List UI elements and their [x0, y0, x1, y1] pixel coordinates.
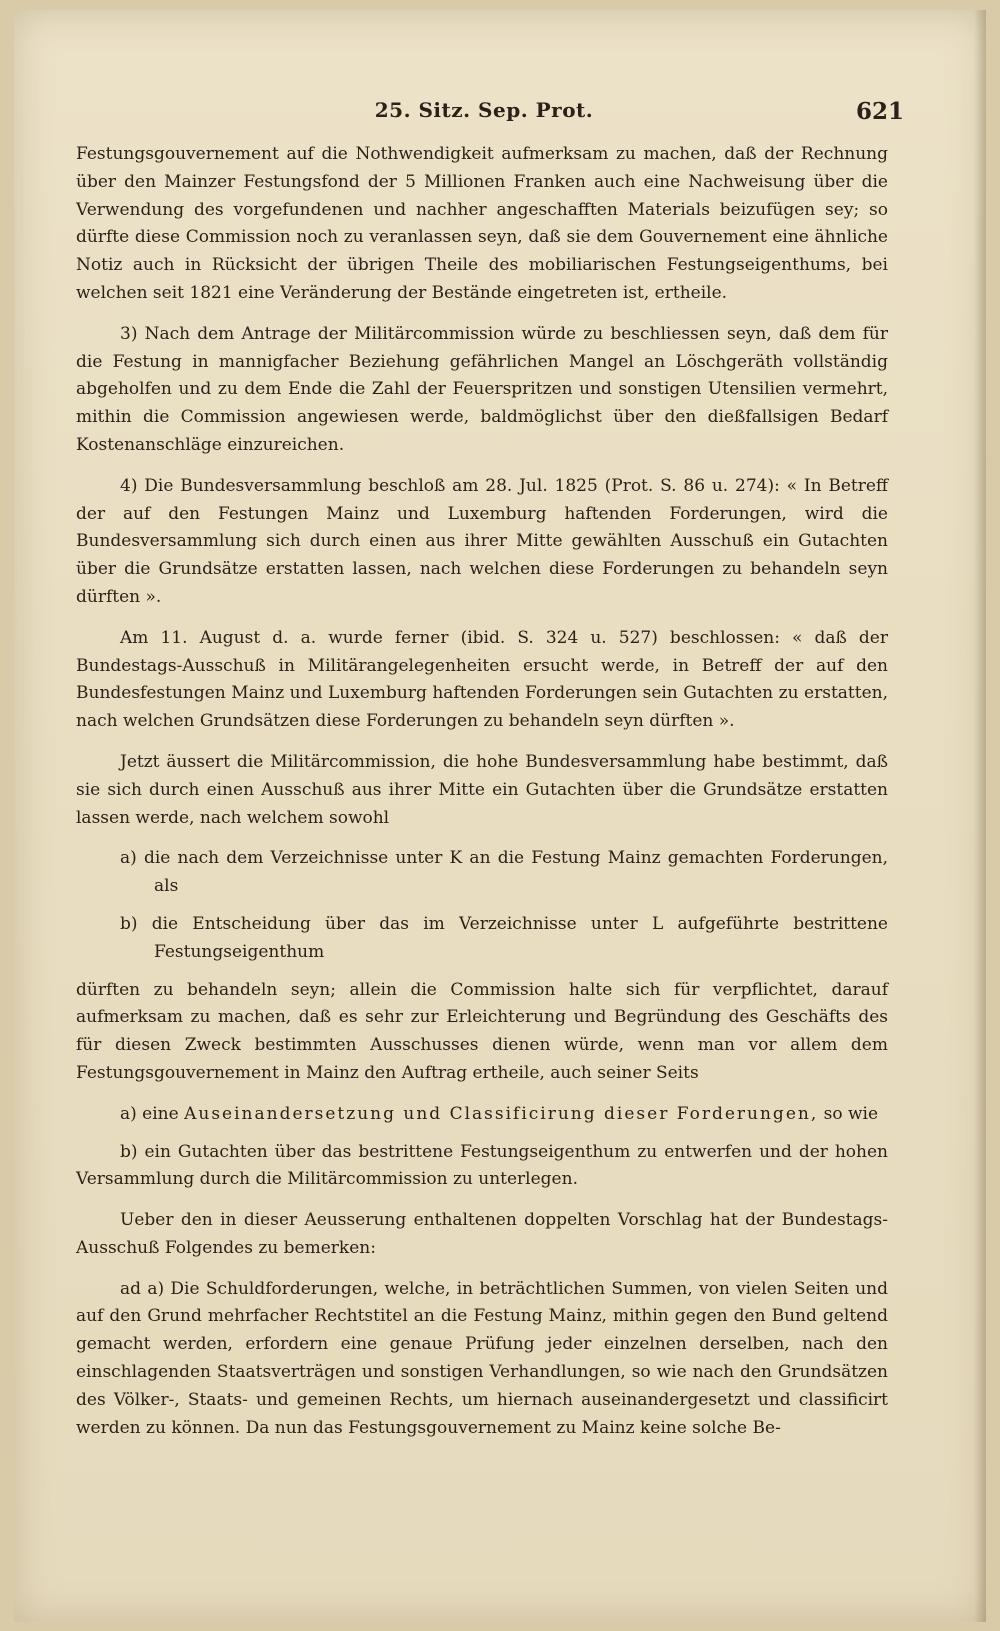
paragraph-continuation: Festungsgouvernement auf die Nothwendigkeit aufmerksam zu machen, daß der Rechnung über den Mainzer Festungsfond der 5 Millionen Franken auch eine Nachweisung über die Verwendung des vorgefundenen und nachher angeschafften Materials beizufügen sey; so dürfte diese Commission noch zu veranlassen seyn, daß sie dem Gouvernement eine ähnliche Notiz auch in Rücksicht der übrigen Theile des mobiliarischen Festungseigenthums, bei welchen seit 1821 eine Veränderung der Bestände eingetreten ist, ertheile. — [76, 144, 888, 303]
document-page — [14, 10, 986, 1622]
page-edge-shadow — [974, 10, 986, 1622]
paragraph-commission-statement: Jetzt äussert die Militärcommission, die hohe Bundesversammlung habe bestimmt, daß sie sich durch einen Ausschuß aus ihrer Mitte ein Gutachten über die Grundsätze erstatten lassen werde, nach welchem sowohl — [76, 751, 888, 828]
list-item-b-property: b) die Entscheidung über das im Verzeichnisse unter L aufgeführte bestrittene Festungseigenthum — [120, 913, 888, 962]
body-text — [76, 141, 888, 1455]
running-title: 25. Sitz. Sep. Prot. — [374, 98, 594, 122]
paragraph-august-resolution: Am 11. August d. a. wurde ferner (ibid. S. 324 u. 527) beschlossen: « daß der Bundestags-Ausschuß in Militärangelegenheiten ersucht werde, in Betreff der auf den Bundesfestungen Mainz und Luxemburg haftenden Forderungen sein Gutachten zu erstatten, nach welchen Grundsätzen diese Forderungen zu behandeln seyn dürften ». — [76, 627, 888, 732]
list-item-a-claims: a) die nach dem Verzeichnisse unter K an die Festung Mainz gemachten Forderungen, als — [120, 848, 888, 897]
list-item-a-classification — [76, 1101, 888, 1129]
list-item-a-classification-text: a) eine Auseinandersetzung und Classificirung dieser Forderungen, so wie — [120, 1103, 879, 1124]
spaced-emphasis: Auseinandersetzung und Classificirung dieser Forderungen, — [184, 1103, 819, 1124]
paragraph-item-4: 4) Die Bundesversammlung beschloß am 28. Jul. 1825 (Prot. S. 86 u. 274): « In Betreff der auf den Festungen Mainz und Luxemburg haftenden Forderungen, wird die Bundesversammlung sich durch einen aus ihrer Mitte gewählten Ausschuß ein Gutachten über die Grundsätze erstatten lassen, nach welchen diese Forderungen zu behandeln seyn dürften ». — [76, 475, 888, 607]
paragraph-item-3: 3) Nach dem Antrage der Militärcommission würde zu beschliessen seyn, daß dem für die Festung in mannigfacher Beziehung gefährlichen Mangel an Löschgeräth vollständig abgeholfen und zu dem Ende die Zahl der Feuerspritzen und sonstigen Utensilien vermehrt, mithin die Commission angewiesen werde, baldmöglichst über den dießfallsigen Bedarf Kostenanschläge einzureichen. — [76, 323, 888, 455]
paragraph-ad-a: ad a) Die Schuldforderungen, welche, in beträchtlichen Summen, von vielen Seiten und auf den Grund mehrfacher Rechtstitel an die Festung Mainz, mithin gegen den Bund geltend gemacht werden, erfordern eine genaue Prüfung jeder einzelnen derselben, nach den einschlagenden Staatsverträgen und sonstigen Verhandlungen, so wie nach den Grundsätzen des Völker-, Staats- und gemeinen Rechts, um hiernach auseinandergesetzt und classificirt werden zu können. Da nun das Festungsgouvernement zu Mainz keine solche Be- — [76, 1278, 888, 1438]
page-number: 621 — [855, 98, 904, 125]
list-item-b-report: b) ein Gutachten über das bestrittene Festungseigenthum zu entwerfen und der hohen Versammlung durch die Militärcommission zu unterlegen. — [76, 1141, 888, 1190]
page-header — [74, 98, 904, 128]
paragraph-committee-remark: Ueber den in dieser Aeusserung enthaltenen doppelten Vorschlag hat der Bundestags-Ausschuß Folgendes zu bemerken: — [76, 1210, 888, 1258]
paragraph-commission-request: dürften zu behandeln seyn; allein die Commission halte sich für verpflichtet, darauf aufmerksam zu machen, daß es sehr zur Erleichterung und Begründung des Geschäfts des für diesen Zweck bestimmten Ausschusses dienen würde, wenn man vor allem dem Festungsgouvernement in Mainz den Auftrag ertheile, auch seiner Seits — [76, 979, 888, 1083]
